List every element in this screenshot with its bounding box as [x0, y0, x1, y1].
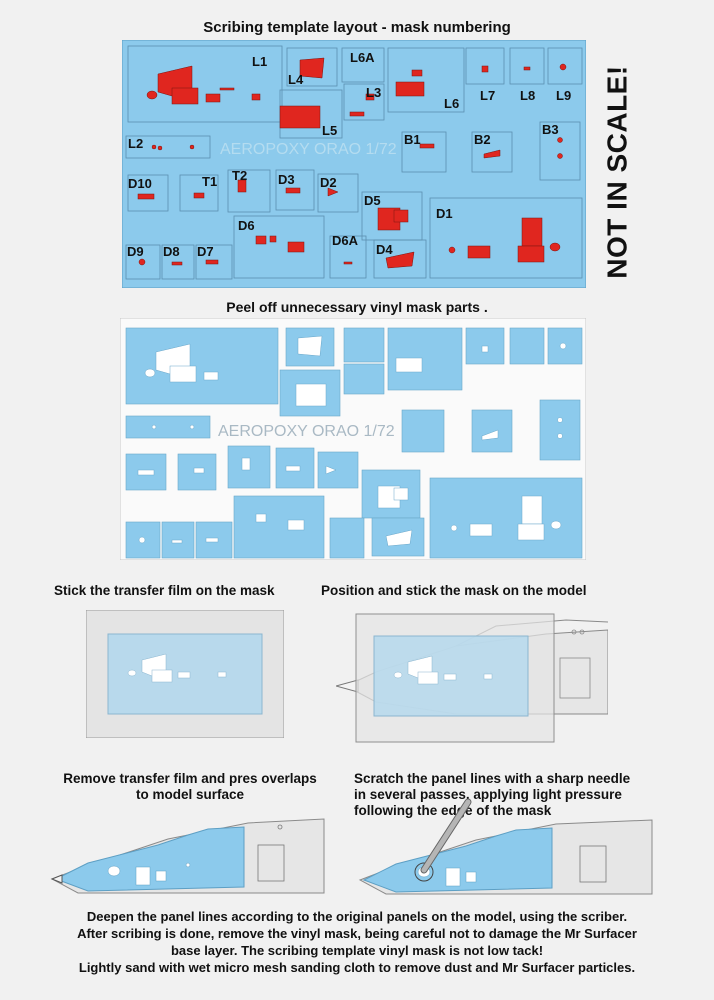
mask-label-d1: D1 [436, 206, 453, 221]
scale-notice: NOT IN SCALE! [602, 65, 634, 279]
mask-label-d3: D3 [278, 172, 295, 187]
step4-line3: following the edge of the mask [354, 803, 552, 818]
page-title: Scribing template layout - mask numbering [203, 19, 511, 36]
peel-off-sheet [120, 318, 586, 560]
step3-line2: to model surface [135, 787, 245, 802]
step3-illustration [48, 815, 328, 895]
mask-label-l8: L8 [520, 88, 536, 103]
step2-caption: Position and stick the mask on the model [321, 583, 587, 598]
watermark-text: AEROPOXY ORAO 1/72 [220, 141, 397, 158]
step3-line1: Remove transfer film and pres overlaps [63, 771, 317, 786]
footer-line3: base layer. The scribing template vinyl mask is not low tack! [170, 943, 544, 958]
mask-label-t1: T1 [202, 174, 218, 189]
step4-line2: in several passes, applying light pressure [354, 787, 622, 802]
mask-label-t2: T2 [232, 168, 248, 183]
mask-numbering-sheet [122, 40, 586, 288]
peel-heading: Peel off unnecessary vinyl mask parts . [226, 299, 488, 315]
mask-label-l1: L1 [252, 54, 268, 69]
mask-label-b3: B3 [542, 122, 559, 137]
mask-label-l5: L5 [322, 123, 338, 138]
footer-line2: After scribing is done, remove the vinyl mask, being careful not to damage the Mr Surfacer [77, 926, 637, 941]
step1-illustration [86, 610, 284, 738]
mask-label-b1: B1 [404, 132, 421, 147]
footer-notes [20, 908, 694, 976]
footer-line1: Deepen the panel lines according to the original panels on the model, using the scriber. [86, 909, 628, 924]
mask-label-d10: D10 [128, 176, 152, 191]
mask-label-l4: L4 [288, 72, 304, 87]
mask-label-l3: L3 [366, 85, 382, 100]
mask-label-d6: D6 [238, 218, 255, 233]
step3-caption [40, 771, 340, 803]
mask-label-l6: L6 [444, 96, 460, 111]
mask-label-d6a: D6A [332, 233, 359, 248]
mask-label-d5: D5 [364, 193, 381, 208]
mask-label-d4: D4 [376, 242, 393, 257]
mask-label-d8: D8 [163, 244, 180, 259]
mask-label-l7: L7 [480, 88, 496, 103]
step2-illustration [336, 604, 608, 744]
mask-label-l9: L9 [556, 88, 572, 103]
step4-line1: Scratch the panel lines with a sharp needle [354, 771, 631, 786]
step4-illustration [356, 792, 656, 896]
mask-label-l2: L2 [128, 136, 144, 151]
mask-label-d7: D7 [197, 244, 214, 259]
mask-label-b2: B2 [474, 132, 491, 147]
mask-label-d9: D9 [127, 244, 144, 259]
footer-line4: Lightly sand with wet micro mesh sanding cloth to remove dust and Mr Surfacer particles. [78, 960, 636, 975]
mask-label-d2: D2 [320, 175, 337, 190]
watermark-text-2: AEROPOXY ORAO 1/72 [218, 423, 395, 440]
step1-caption: Stick the transfer film on the mask [54, 583, 275, 598]
mask-label-l6a: L6A [350, 50, 375, 65]
